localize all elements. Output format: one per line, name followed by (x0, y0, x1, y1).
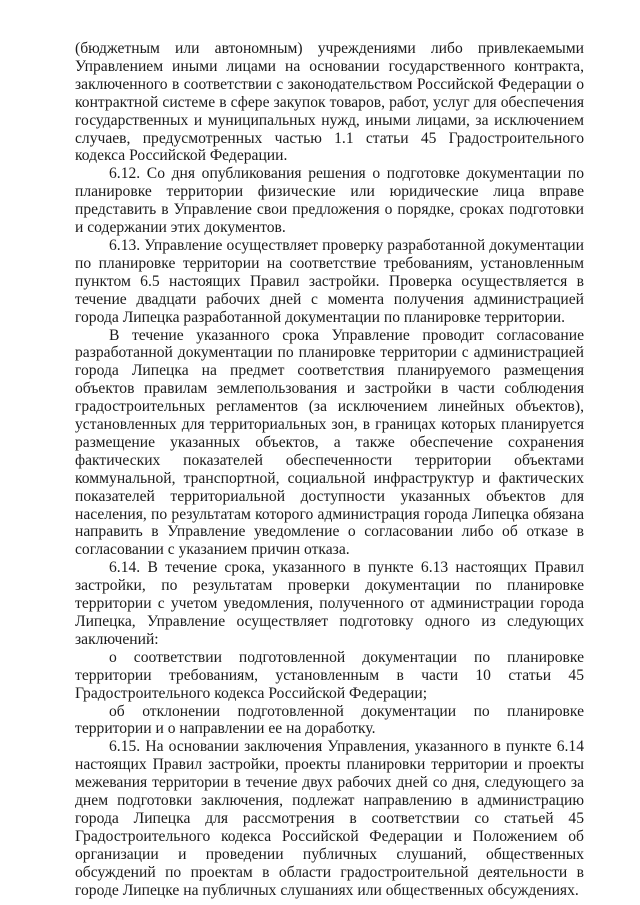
paragraph-6-14: 6.14. В течение срока, указанного в пункте 6.13 настоящих Правил застройки, по результатам проверки документации по планировке территории с учетом уведомления, полученного от администрации города Липецка, Управление осуществляет подготовку одного из следующих заключений: (75, 559, 584, 648)
paragraph-6-13: 6.13. Управление осуществляет проверку разработанной документации по планировке территории на соответствие требованиям, установленным пунктом 6.5 настоящих Правил застройки. Проверка осуществляется в течение двадцати рабочих дней с момента получения администрацией города Липецка разработанной документации по планировке территории. (75, 236, 584, 326)
paragraph-6-13-approval: В течение указанного срока Управление проводит согласование разработанной документации по планировке территории с администрацией города Липецка на предмет соответствия планируемого размещения объектов правилам землепользования и застройки в части соблюдения градостроительных регламентов (за исключением линейных объектов), установленных для территориальных зон, в границах которых планируется размещение указанных объектов, а также обеспечение сохранения фактических показателей обеспеченности территории объектами коммунальной, транспортной, социальной инфраструктур и фактических показателей территориальной доступности указанных объектов для населения, по результатам которого администрация города Липецка обязана направить в Управление уведомление о согласовании либо об отказе в согласовании с указанием причин отказа. (75, 326, 584, 559)
paragraph-6-12: 6.12. Со дня опубликования решения о подготовке документации по планировке территории физические или юридические лица вправе представить в Управление свои предложения о порядке, сроках подготовки и содержании этих документов. (75, 165, 584, 237)
paragraph-6-15: 6.15. На основании заключения Управления, указанного в пункте 6.14 настоящих Правил застройки, проекты планировки территории и проекты межевания территории в течение двух рабочих дней со дня, следующего за днем подготовки заключения, подлежат направлению в администрацию города Липецка для рассмотрения в соответствии со статьей 45 Градостроительного кодекса Российской Федерации и Положением об организации и проведении публичных слушаний, общественных обсуждений по проектам в области градостроительной деятельности в городе Липецке на публичных слушаниях или общественных обсуждениях. (75, 738, 584, 899)
paragraph-6-14-conformity: о соответствии подготовленной документации по планировке территории требованиям, установленным в части 10 статьи 45 Градостроительного кодекса Российской Федерации; (75, 648, 584, 702)
document-body (75, 40, 584, 900)
paragraph-continuation: (бюджетным или автономным) учреждениями либо привлекаемыми Управлением иными лицами на основании государственного контракта, заключенного в соответствии с законодательством Российской Федерации о контрактной системе в сфере закупок товаров, работ, услуг для обеспечения государственных и муниципальных нужд, иными лицами, за исключением случаев, предусмотренных частью 1.1 статьи 45 Градостроительного кодекса Российской Федерации. (75, 40, 584, 165)
paragraph-6-14-rejection: об отклонении подготовленной документации по планировке территории и о направлении ее на доработку. (75, 702, 584, 738)
